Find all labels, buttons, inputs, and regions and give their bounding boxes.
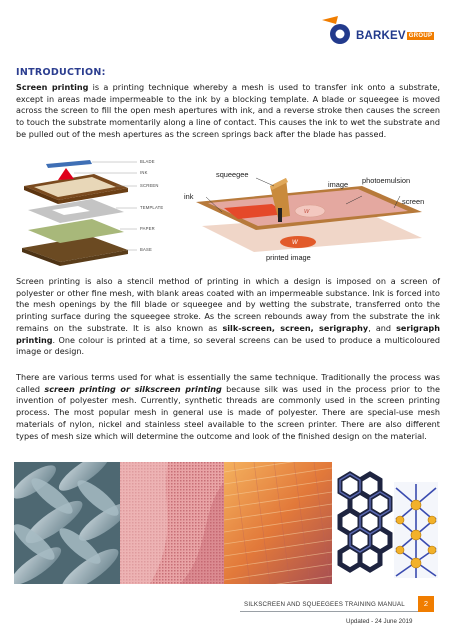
term-screen-or-silkscreen: screen printing or silkscreen printing [44,383,222,394]
label-base: BASE [140,247,152,252]
footer-divider [240,611,424,612]
woven-mesh-photo [14,462,120,584]
mesh-photo-row [14,462,440,584]
label-image: image [328,180,349,189]
barkev-logo-icon [316,14,356,48]
logo-name: BARKEV [356,30,406,42]
label-screen: SCREEN [140,183,159,188]
updated-date: Updated - 24 June 2019 [346,618,413,625]
label-ink-right: ink [184,192,194,201]
terms-paragraph: There are various terms used for what is essentially the same technique. Traditionally the process was called screen printing or silkscreen printing because silk was used in the process prior to the invention of polyester mesh. Currently, synthetic threads are commonly used in the screen printing process. The most popular mesh in general use is made of polyester. There are special-use mesh materials of nylon, nickel and stainless steel available to the screen printer. There are also different types of mesh size which will determine the outcome and look of the finished design on the material. [16,372,440,441]
label-blade: BLADE [140,159,155,164]
barkev-logo [316,14,436,48]
logo-group-badge: GROUP [408,33,433,39]
intro-paragraph: Screen printing is a printing technique whereby a mesh is used to transfer ink onto a substrate, except in areas made impermeable to the ink by a blocking template. A blade or squeegee is moved across the screen to fill the open mesh apertures with ink, and a reverse stroke then causes the screen to touch the substrate momentarily along a line of contact. This causes the ink to wet the substrate and be pulled out of the mesh apertures as the screen springs back after the blade has passed. [16,82,440,139]
label-screen-right: screen [402,197,425,206]
label-squeegee: squeegee [216,170,249,179]
label-template: TEMPLATE [140,205,164,210]
term-silk-screen: silk-screen, screen, serigraphy [222,322,369,333]
svg-text:W: W [304,209,310,215]
footer-manual-title: SILKSCREEN AND SQUEEGEES TRAINING MANUAL [244,601,405,608]
thread-mesh-photo [224,462,332,584]
term-screen-printing: Screen printing [16,82,89,92]
section-heading: INTRODUCTION: [16,67,106,78]
label-photoemulsion: photoemulsion [362,176,411,185]
stencil-paragraph: Screen printing is also a stencil method of printing in which a design is imposed on a screen of polyester or other fine mesh, with blank areas coated with an impermeable substance. Ink is forced into the mesh openings by the fill blade or squeegee and by wetting the substrate, transferred onto the printing surface during the squeegee stroke. As the screen rebounds away from the substrate the ink remains on the substrate. It is also known as silk-screen, screen, serigraphy, and serigraph printing. One colour is printed at a time, so several screens can be used to produce a multicoloured image or design. [16,276,440,357]
svg-text:W: W [292,240,298,246]
label-printed-image: printed image [266,253,311,262]
logo-wordmark [356,30,434,42]
label-ink: INK [140,170,148,175]
page-number: 2 [418,596,434,612]
pink-mesh-photo [120,462,224,584]
term-serigraph: serigraph printing [16,322,440,345]
hex-and-lattice-photos [332,462,440,584]
label-paper: PAPER [140,226,155,231]
screen-printing-diagrams [16,156,440,272]
